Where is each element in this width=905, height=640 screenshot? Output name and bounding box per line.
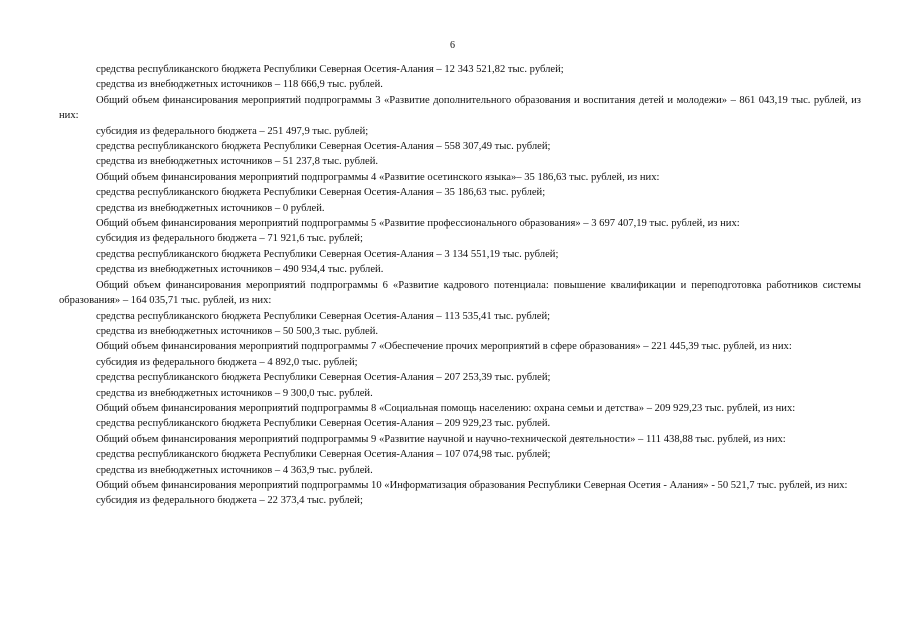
paragraph: Общий объем финансирования мероприятий подпрограммы 10 «Информатизация образования Республики Северная Осетия - Алания» - 50 521,7 тыс. рублей, из них: [96,479,848,491]
paragraph: средства из внебюджетных источников – 490 934,4 тыс. рублей. [96,264,384,276]
paragraph: средства из внебюджетных источников – 4 363,9 тыс. рублей. [96,464,373,476]
paragraph: средства из внебюджетных источников – 50 500,3 тыс. рублей. [96,325,379,337]
paragraph: Общий объем финансирования мероприятий подпрограммы 9 «Развитие научной и научно-технической деятельности» – 111 438,88 тыс. рублей, из них: [96,433,786,445]
paragraph: средства республиканского бюджета Республики Северная Осетия-Алания – 113 535,41 тыс. рублей; [96,310,551,322]
paragraph: Общий объем финансирования мероприятий подпрограммы 6 «Развитие кадрового потенциала: повышение квалификации и переподготовка работников системы образования» – 164 035,71 тыс. рублей, из них: [59,279,861,307]
paragraph: субсидия из федерального бюджета – 22 373,4 тыс. рублей; [96,495,363,507]
paragraph: субсидия из федерального бюджета – 251 497,9 тыс. рублей; [96,125,369,137]
page-number: 6 [450,40,455,51]
paragraph: Общий объем финансирования мероприятий подпрограммы 7 «Обеспечение прочих мероприятий в сфере образования» – 221 445,39 тыс. рублей, из них: [96,341,792,353]
paragraph: средства республиканского бюджета Республики Северная Осетия-Алания – 558 307,49 тыс. рублей; [96,141,551,153]
paragraph: средства республиканского бюджета Республики Северная Осетия-Алания – 209 929,23 тыс. рублей. [96,418,551,430]
paragraph: средства республиканского бюджета Республики Северная Осетия-Алания – 3 134 551,19 тыс. рублей; [96,248,559,260]
paragraph: средства республиканского бюджета Республики Северная Осетия-Алания – 207 253,39 тыс. рублей; [96,372,551,384]
paragraph: субсидия из федерального бюджета – 71 921,6 тыс. рублей; [96,233,363,245]
paragraph: средства из внебюджетных источников – 9 300,0 тыс. рублей. [96,387,373,399]
document-body [59,62,861,509]
paragraph: средства из внебюджетных источников – 118 666,9 тыс. рублей. [96,79,383,91]
paragraph: средства республиканского бюджета Республики Северная Осетия-Алания – 35 186,63 тыс. рублей; [96,187,546,199]
paragraph: средства из внебюджетных источников – 51 237,8 тыс. рублей. [96,156,379,168]
paragraph: средства республиканского бюджета Республики Северная Осетия-Алания – 12 343 521,82 тыс. рублей; [96,64,564,75]
paragraph: Общий объем финансирования мероприятий подпрограммы 5 «Развитие профессионального образования» – 3 697 407,19 тыс. рублей, из них: [96,218,740,230]
paragraph: Общий объем финансирования мероприятий подпрограммы 4 «Развитие осетинского языка»– 35 186,63 тыс. рублей, из них: [96,171,660,183]
paragraph: средства республиканского бюджета Республики Северная Осетия-Алания – 107 074,98 тыс. рублей; [96,449,551,461]
paragraph: субсидия из федерального бюджета – 4 892,0 тыс. рублей; [96,356,358,368]
paragraph: средства из внебюджетных источников – 0 рублей. [96,202,325,214]
paragraph: Общий объем финансирования мероприятий подпрограммы 3 «Развитие дополнительного образования и воспитания детей и молодежи» – 861 043,19 тыс. рублей, из них: [59,94,861,122]
paragraph: Общий объем финансирования мероприятий подпрограммы 8 «Социальная помощь населению: охрана семьи и детства» – 209 929,23 тыс. рублей, из них: [96,402,796,414]
